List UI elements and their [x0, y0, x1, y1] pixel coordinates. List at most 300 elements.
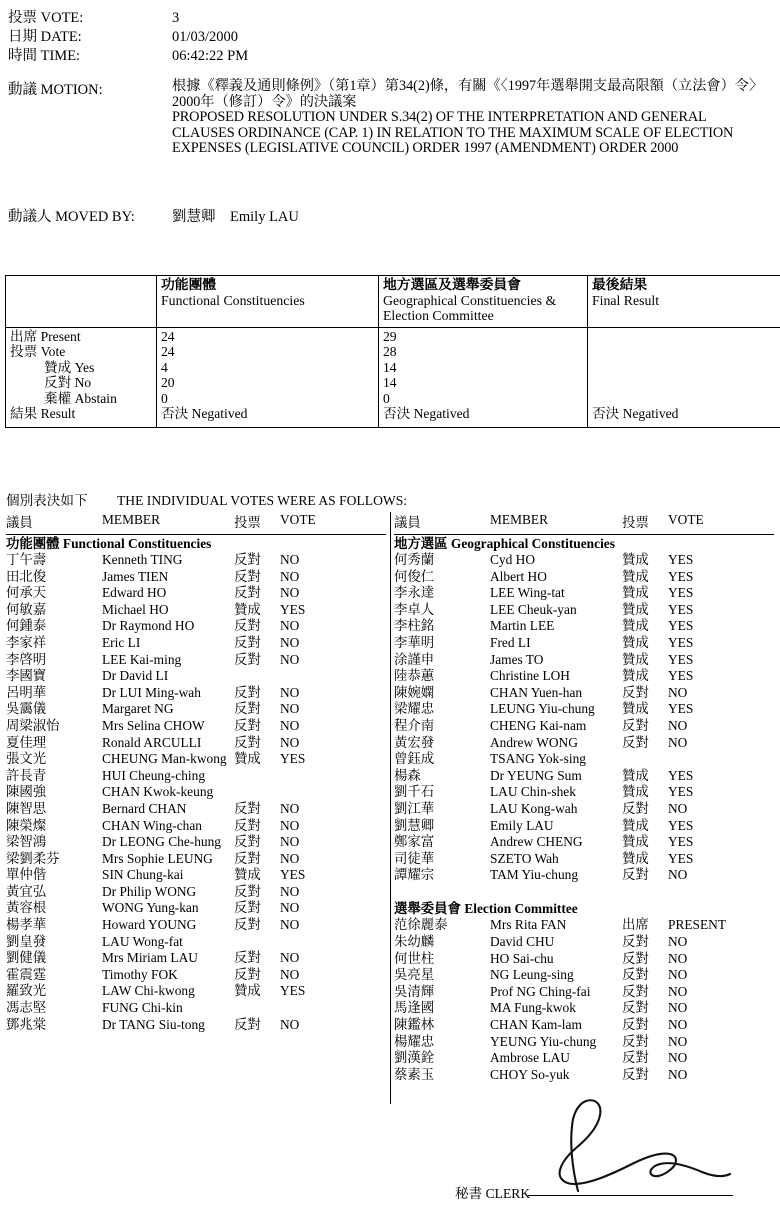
member-vote-row: [394, 1017, 774, 1034]
member-vote-english: NO: [668, 867, 688, 883]
member-name-english: Emily LAU: [490, 817, 554, 833]
group-geographical-zh: 地方選區: [394, 536, 448, 551]
geographical-result: 否決 Negatived: [383, 406, 470, 422]
member-vote-row: [394, 917, 774, 934]
member-name-chinese: 田北俊: [6, 568, 47, 584]
member-vote-english: NO: [280, 684, 300, 700]
member-vote-chinese: 出席: [622, 917, 649, 933]
right-header-vote-en: VOTE: [668, 512, 704, 527]
meta-row-vote: [8, 6, 768, 25]
member-name-english: LAU Chin-shek: [490, 784, 576, 800]
member-name-chinese: 陳榮燦: [6, 817, 47, 833]
label-no: 反對 No: [44, 375, 92, 391]
member-vote-english: NO: [280, 883, 300, 899]
member-vote-row: [6, 818, 386, 835]
member-vote-english: YES: [668, 618, 694, 634]
member-name-english: Edward HO: [102, 585, 167, 601]
member-vote-chinese: 贊成: [622, 701, 649, 717]
member-name-chinese: 司徒華: [394, 850, 435, 866]
member-name-english: LEE Kai-ming: [102, 651, 182, 667]
member-name-chinese: 涂謹申: [394, 651, 435, 667]
member-name-english: TSANG Yok-sing: [490, 751, 586, 767]
member-name-chinese: 楊森: [394, 767, 421, 783]
member-name-chinese: 何世柱: [394, 950, 435, 966]
member-name-chinese: 何俊仁: [394, 568, 435, 584]
member-vote-row: [6, 967, 386, 984]
member-vote-english: YES: [668, 651, 694, 667]
member-name-chinese: 范徐麗泰: [394, 917, 448, 933]
final-blank-1: [592, 329, 780, 344]
header-final-zh: 最後結果: [592, 277, 648, 292]
member-vote-row: [6, 685, 386, 702]
member-name-english: James TIEN: [102, 568, 169, 584]
date-label: 日期 DATE:: [8, 29, 82, 45]
member-name-english: Martin LEE: [490, 618, 555, 634]
member-vote-chinese: 反對: [622, 800, 649, 816]
member-name-chinese: 李柱銘: [394, 618, 435, 634]
right-header-vote-zh: 投票: [622, 515, 649, 530]
member-vote-english: YES: [280, 867, 306, 883]
member-vote-english: NO: [280, 817, 300, 833]
member-vote-row: [6, 801, 386, 818]
member-vote-english: NO: [668, 800, 688, 816]
member-vote-chinese: 贊成: [234, 867, 261, 883]
member-vote-row: [6, 884, 386, 901]
member-name-english: WONG Yung-kan: [102, 900, 199, 916]
member-name-english: Cyd HO: [490, 552, 536, 567]
group-functional-zh: 功能團體: [6, 536, 60, 551]
member-vote-chinese: 贊成: [622, 784, 649, 800]
member-name-english: HUI Cheung-ching: [102, 767, 206, 783]
header-functional-zh: 功能團體: [161, 277, 217, 292]
member-name-english: CHAN Yuen-han: [490, 684, 583, 700]
right-section-spacer: [394, 884, 774, 901]
member-name-chinese: 呂明華: [6, 684, 47, 700]
member-vote-row: [394, 618, 774, 635]
meta-row-date: [8, 25, 768, 44]
header-geographical-zh: 地方選區及選舉委員會: [383, 277, 521, 292]
member-vote-chinese: 反對: [622, 967, 649, 983]
member-vote-row: [394, 934, 774, 951]
moved-by-label: 動議人 MOVED BY:: [8, 209, 135, 225]
member-vote-chinese: 反對: [622, 983, 649, 999]
member-name-chinese: 黃容根: [6, 900, 47, 916]
member-vote-chinese: 反對: [622, 934, 649, 950]
member-name-chinese: 陳國強: [6, 784, 47, 800]
member-vote-english: YES: [280, 751, 306, 767]
member-name-chinese: 李卓人: [394, 601, 435, 617]
header-cell-geographical: [379, 276, 588, 328]
member-name-chinese: 劉漢銓: [394, 1050, 435, 1066]
member-vote-row: [394, 751, 774, 768]
member-vote-chinese: 反對: [622, 717, 649, 733]
member-vote-english: NO: [280, 917, 300, 933]
member-vote-row: [394, 867, 774, 884]
member-name-chinese: 羅致光: [6, 983, 47, 999]
member-vote-english: YES: [280, 983, 306, 999]
final-values-cell: [588, 328, 780, 428]
member-name-english: David CHU: [490, 934, 555, 950]
member-vote-english: NO: [280, 950, 300, 966]
member-vote-row: [394, 984, 774, 1001]
member-name-chinese: 楊孝華: [6, 917, 47, 933]
member-vote-english: NO: [280, 800, 300, 816]
member-vote-english: NO: [280, 701, 300, 717]
member-name-english: Margaret NG: [102, 701, 174, 717]
vote-meta-block: [8, 6, 768, 63]
member-vote-chinese: 反對: [622, 867, 649, 883]
member-vote-english: NO: [668, 983, 688, 999]
member-vote-row: [6, 585, 386, 602]
member-name-english: Mrs Rita FAN: [490, 917, 567, 933]
member-vote-row: [6, 983, 386, 1000]
vote-summary-table: [5, 275, 780, 428]
member-name-chinese: 丁午壽: [6, 552, 47, 567]
label-abstain: 棄權 Abstain: [44, 390, 117, 406]
member-vote-row: [394, 718, 774, 735]
member-vote-english: NO: [668, 1066, 688, 1082]
member-vote-english: PRESENT: [668, 917, 727, 933]
member-vote-english: NO: [668, 950, 688, 966]
member-name-chinese: 劉慧卿: [394, 817, 435, 833]
header-geographical-en: Geographical Constituencies & Election Committee: [383, 292, 557, 323]
member-name-english: NG Leung-sing: [490, 967, 574, 983]
member-vote-row: [394, 1050, 774, 1067]
member-name-chinese: 何承天: [6, 585, 47, 601]
right-header-member-zh: 議員: [394, 515, 421, 530]
functional-abstain: 0: [161, 390, 168, 406]
member-name-chinese: 劉江華: [394, 800, 435, 816]
group-election-committee-zh: 選舉委員會: [394, 901, 461, 917]
member-vote-english: YES: [668, 601, 694, 617]
member-vote-row: [6, 635, 386, 652]
member-name-chinese: 吳亮星: [394, 967, 435, 983]
member-vote-chinese: 贊成: [622, 601, 649, 617]
member-name-english: CHENG Kai-nam: [490, 717, 587, 733]
member-name-chinese: 鄭家富: [394, 834, 435, 850]
member-vote-english: NO: [280, 834, 300, 850]
member-vote-row: [6, 552, 386, 569]
group-geographical-en: Geographical Constituencies: [450, 536, 615, 551]
moved-by-value: 劉慧卿 Emily LAU: [172, 209, 299, 225]
header-cell-final: [588, 276, 780, 328]
member-vote-chinese: 贊成: [622, 668, 649, 684]
member-name-chinese: 楊耀忠: [394, 1033, 435, 1049]
individual-votes-lists: [6, 512, 774, 1112]
member-name-chinese: 程介南: [394, 717, 435, 733]
member-vote-row: [394, 1000, 774, 1017]
motion-text-chinese: 根據《釋義及通則條例》（第1章）第34(2)條，有關《〈1997年選舉開支最高限額（立法會）令〉2000年（修訂）令》的決議案: [172, 78, 764, 110]
member-vote-english: NO: [668, 1017, 688, 1033]
header-functional-en: Functional Constituencies: [161, 292, 305, 308]
member-vote-chinese: 贊成: [234, 983, 261, 999]
member-vote-chinese: 反對: [234, 1016, 261, 1032]
member-name-english: Fred LI: [490, 634, 531, 650]
member-vote-chinese: 反對: [234, 634, 261, 650]
member-vote-chinese: 反對: [234, 568, 261, 584]
right-column-headers: [394, 512, 774, 534]
group-functional-en: Functional Constituencies: [62, 536, 212, 551]
member-vote-row: [394, 635, 774, 652]
member-vote-row: [6, 917, 386, 934]
member-vote-row: [394, 851, 774, 868]
member-vote-english: YES: [668, 834, 694, 850]
member-vote-english: YES: [668, 668, 694, 684]
member-vote-chinese: 反對: [234, 651, 261, 667]
group-header-geographical: [394, 535, 774, 552]
meta-row-time: [8, 44, 768, 63]
individual-votes-title-en: THE INDIVIDUAL VOTES WERE AS FOLLOWS:: [116, 493, 408, 508]
member-vote-row: [394, 585, 774, 602]
member-name-chinese: 李啓明: [6, 651, 47, 667]
member-name-english: HO Sai-chu: [490, 950, 554, 966]
functional-vote: 24: [161, 344, 175, 360]
member-name-chinese: 黃宏發: [394, 734, 435, 750]
member-vote-row: [6, 751, 386, 768]
member-vote-english: NO: [280, 585, 300, 601]
geographical-vote: 28: [383, 344, 397, 360]
member-vote-row: [394, 801, 774, 818]
member-name-chinese: 李永達: [394, 585, 435, 601]
member-vote-english: NO: [668, 934, 688, 950]
group-header-election-committee: [394, 900, 774, 917]
left-column: [6, 512, 386, 1033]
member-name-chinese: 蔡素玉: [394, 1066, 435, 1082]
member-vote-english: NO: [668, 1050, 688, 1066]
member-vote-row: [6, 735, 386, 752]
header-cell-functional: [157, 276, 379, 328]
member-vote-chinese: 反對: [234, 717, 261, 733]
member-name-english: SZETO Wah: [490, 850, 559, 866]
label-vote: 投票 Vote: [10, 344, 66, 360]
time-label: 時間 TIME:: [8, 48, 81, 64]
member-vote-english: NO: [280, 634, 300, 650]
member-name-chinese: 梁智鴻: [6, 834, 47, 850]
member-vote-english: YES: [668, 767, 694, 783]
member-name-english: CHAN Wing-chan: [102, 817, 202, 833]
member-vote-row: [6, 618, 386, 635]
member-name-chinese: 陸恭蕙: [394, 668, 435, 684]
member-name-chinese: 張文光: [6, 751, 47, 767]
member-name-chinese: 曾鈺成: [394, 751, 435, 767]
member-vote-row: [394, 1034, 774, 1051]
member-name-english: Bernard CHAN: [102, 800, 187, 816]
member-vote-chinese: 贊成: [234, 601, 261, 617]
member-vote-chinese: 贊成: [622, 552, 649, 567]
final-result: 否決 Negatived: [592, 406, 679, 422]
member-name-english: Mrs Selina CHOW: [102, 717, 205, 733]
member-name-english: CHAN Kwok-keung: [102, 784, 214, 800]
member-vote-row: [6, 851, 386, 868]
member-vote-english: NO: [280, 850, 300, 866]
member-vote-english: YES: [668, 634, 694, 650]
member-name-chinese: 陳婉嫻: [394, 684, 435, 700]
member-name-chinese: 譚耀宗: [394, 867, 435, 883]
final-blank-4: [592, 375, 780, 390]
label-yes: 贊成 Yes: [44, 359, 95, 375]
member-vote-chinese: 反對: [234, 834, 261, 850]
member-vote-chinese: 反對: [234, 966, 261, 982]
member-vote-english: NO: [280, 1016, 300, 1032]
member-vote-chinese: 反對: [234, 850, 261, 866]
date-value: 01/03/2000: [172, 29, 239, 45]
member-vote-english: NO: [668, 734, 688, 750]
member-vote-row: [6, 900, 386, 917]
left-header-vote-zh: 投票: [234, 515, 261, 530]
member-name-english: Mrs Sophie LEUNG: [102, 850, 213, 866]
member-vote-english: NO: [280, 618, 300, 634]
group-header-functional: [6, 535, 386, 552]
column-divider: [390, 512, 391, 1104]
vote-number-label: 投票 VOTE:: [8, 10, 84, 26]
member-name-english: LAU Wong-fat: [102, 933, 183, 949]
member-name-english: Dr TANG Siu-tong: [102, 1016, 205, 1032]
member-name-english: Dr YEUNG Sum: [490, 767, 582, 783]
member-vote-row: [6, 1017, 386, 1034]
geographical-no: 14: [383, 375, 397, 391]
member-vote-english: NO: [668, 1000, 688, 1016]
member-name-english: Howard YOUNG: [102, 917, 197, 933]
member-vote-chinese: 反對: [234, 701, 261, 717]
member-vote-chinese: 反對: [622, 1033, 649, 1049]
member-name-chinese: 何敏嘉: [6, 601, 47, 617]
member-vote-chinese: 贊成: [622, 767, 649, 783]
member-name-chinese: 何秀蘭: [394, 552, 435, 567]
member-name-chinese: 李華明: [394, 634, 435, 650]
member-name-chinese: 馮志堅: [6, 1000, 47, 1016]
member-name-english: Dr Raymond HO: [102, 618, 195, 634]
member-vote-row: [6, 701, 386, 718]
member-vote-chinese: 反對: [234, 817, 261, 833]
member-name-english: FUNG Chi-kin: [102, 1000, 183, 1016]
functional-result: 否決 Negatived: [161, 406, 248, 422]
geographical-abstain: 0: [383, 390, 390, 406]
member-vote-english: YES: [668, 585, 694, 601]
member-vote-row: [6, 569, 386, 586]
member-vote-english: YES: [668, 850, 694, 866]
member-name-english: LEE Cheuk-yan: [490, 601, 577, 617]
member-vote-chinese: 反對: [234, 917, 261, 933]
left-header-vote-en: VOTE: [280, 512, 316, 527]
member-name-chinese: 周梁淑怡: [6, 717, 60, 733]
member-vote-chinese: 反對: [622, 950, 649, 966]
member-vote-english: NO: [668, 967, 688, 983]
member-name-english: SIN Chung-kai: [102, 867, 184, 883]
member-name-chinese: 何鍾泰: [6, 618, 47, 634]
member-vote-english: NO: [668, 684, 688, 700]
member-vote-english: NO: [280, 966, 300, 982]
member-name-english: Ronald ARCULLI: [102, 734, 202, 750]
member-vote-chinese: 贊成: [622, 850, 649, 866]
member-name-chinese: 梁耀忠: [394, 701, 435, 717]
final-blank-5: [592, 391, 780, 406]
member-name-english: LEUNG Yiu-chung: [490, 701, 595, 717]
member-vote-row: [6, 652, 386, 669]
member-vote-english: NO: [280, 568, 300, 584]
member-vote-row: [394, 834, 774, 851]
clerk-label: 秘書 CLERK: [455, 1186, 531, 1201]
final-blank-2: [592, 344, 780, 359]
right-header-member-en: MEMBER: [490, 512, 549, 527]
label-result: 結果 Result: [10, 406, 76, 422]
member-vote-english: NO: [280, 900, 300, 916]
member-name-chinese: 吳清輝: [394, 983, 435, 999]
time-value: 06:42:22 PM: [172, 48, 249, 64]
member-vote-chinese: 反對: [622, 1050, 649, 1066]
member-name-english: Kenneth TING: [102, 552, 183, 567]
functional-yes: 4: [161, 359, 168, 375]
member-vote-english: YES: [668, 701, 694, 717]
member-vote-english: YES: [280, 601, 306, 617]
member-vote-row: [394, 668, 774, 685]
member-name-english: CHAN Kam-lam: [490, 1017, 582, 1033]
member-vote-chinese: 反對: [622, 734, 649, 750]
member-name-english: Timothy FOK: [102, 966, 178, 982]
member-name-english: Michael HO: [102, 601, 169, 617]
member-vote-row: [394, 735, 774, 752]
member-name-chinese: 李家祥: [6, 634, 47, 650]
header-final-en: Final Result: [592, 292, 660, 308]
member-vote-row: [394, 768, 774, 785]
member-name-english: James TO: [490, 651, 544, 667]
member-name-chinese: 鄧兆棠: [6, 1016, 47, 1032]
member-vote-row: [6, 784, 386, 801]
geographical-values-cell: [379, 328, 588, 428]
member-name-english: Albert HO: [490, 568, 547, 584]
member-name-chinese: 吳靄儀: [6, 701, 47, 717]
member-vote-chinese: 反對: [622, 684, 649, 700]
functional-present: 24: [161, 329, 175, 344]
motion-block: [8, 78, 770, 157]
member-vote-row: [394, 967, 774, 984]
geographical-yes: 14: [383, 359, 397, 375]
member-vote-chinese: 反對: [234, 684, 261, 700]
header-cell-blank: [6, 276, 157, 328]
member-name-english: LEE Wing-tat: [490, 585, 565, 601]
member-vote-english: NO: [668, 717, 688, 733]
member-vote-chinese: 反對: [234, 883, 261, 899]
member-vote-row: [394, 602, 774, 619]
member-name-english: YEUNG Yiu-chung: [490, 1033, 597, 1049]
final-blank-3: [592, 360, 780, 375]
member-name-chinese: 劉健儀: [6, 950, 47, 966]
member-vote-row: [394, 784, 774, 801]
motion-label: 動議 MOTION:: [8, 82, 103, 98]
member-vote-chinese: 贊成: [622, 651, 649, 667]
left-column-headers: [6, 512, 386, 534]
member-name-english: Andrew WONG: [490, 734, 578, 750]
member-vote-row: [6, 602, 386, 619]
functional-no: 20: [161, 375, 175, 391]
member-vote-chinese: 反對: [622, 1066, 649, 1082]
member-name-chinese: 劉千石: [394, 784, 435, 800]
left-header-member-en: MEMBER: [102, 512, 161, 527]
member-name-english: CHEUNG Man-kwong: [102, 751, 227, 767]
left-rows-container: [6, 552, 386, 1033]
member-name-chinese: 陳智思: [6, 800, 47, 816]
member-vote-row: [394, 652, 774, 669]
member-name-english: Dr LEONG Che-hung: [102, 834, 222, 850]
member-name-english: Dr LUI Ming-wah: [102, 684, 201, 700]
member-vote-row: [6, 718, 386, 735]
member-vote-chinese: 贊成: [622, 817, 649, 833]
member-name-english: Christine LOH: [490, 668, 570, 684]
member-vote-row: [394, 701, 774, 718]
member-vote-row: [394, 552, 774, 569]
member-vote-english: NO: [280, 734, 300, 750]
member-vote-chinese: 反對: [234, 618, 261, 634]
member-name-english: Eric LI: [102, 634, 141, 650]
